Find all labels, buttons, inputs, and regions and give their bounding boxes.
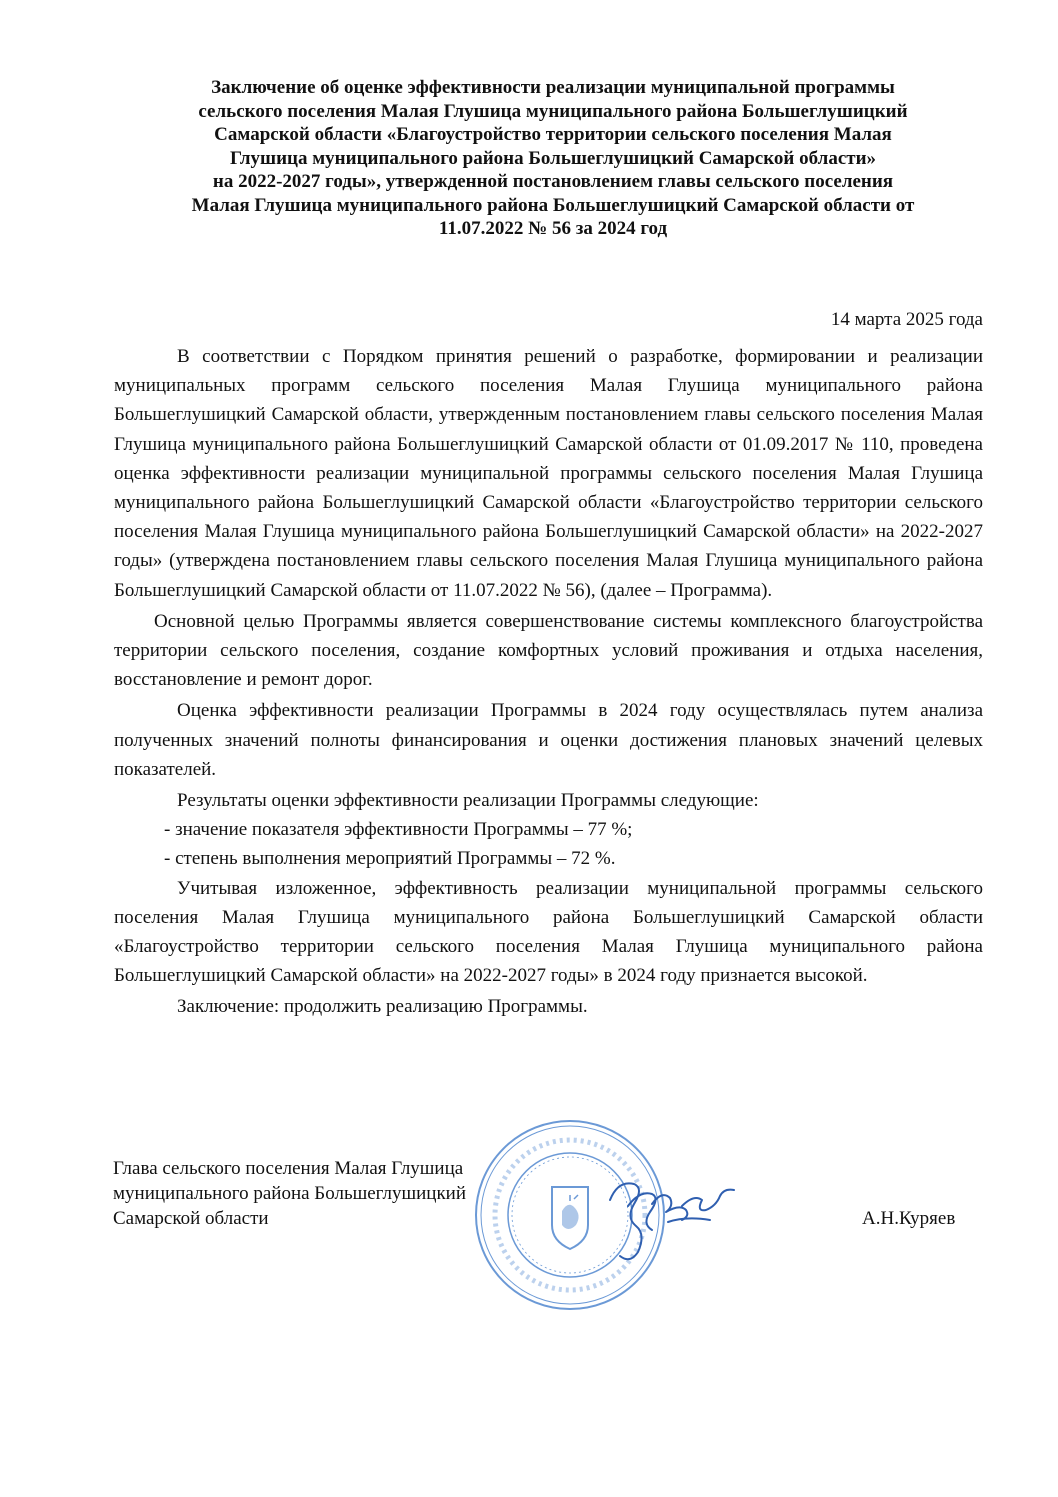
document-date: 14 марта 2025 года — [830, 309, 983, 330]
signatory-position — [113, 1156, 573, 1231]
paragraph: Основной целью Программы является совершенствование системы комплексного благоустройства территории сельского поселения, создание комфортных условий проживания и отдыха населения, восстановление и ремонт дорог. — [114, 610, 983, 691]
title-line: на 2022-2027 годы», утвержденной постановлением главы сельского поселения — [212, 171, 894, 192]
handwritten-signature-icon — [590, 1160, 740, 1270]
position-line: муниципального района Большеглушицкий — [113, 1183, 467, 1204]
position-line: Самарской области — [113, 1208, 269, 1229]
paragraph: Результаты оценки эффективности реализации Программы следующие: — [177, 790, 759, 812]
title-line: Заключение об оценке эффективности реализации муниципальной программы — [211, 77, 895, 98]
paragraph: - значение показателя эффективности Программы – 77 %; — [164, 819, 633, 841]
signatory-name: А.Н.Куряев — [862, 1208, 956, 1229]
title-line: Самарской области «Благоустройство территории сельского поселения Малая — [214, 124, 892, 145]
document-title — [120, 76, 986, 241]
paragraph: Оценка эффективности реализации Программы в 2024 году осуществлялась путем анализа полученных значений полноты финансирования и оценки достижения плановых значений целевых показателей. — [114, 700, 983, 780]
paragraph: Учитывая изложенное, эффективность реализации муниципальной программы сельского поселения Малая Глушица муниципального района Большеглушицкий Самарской области «Благоустройство территории сельского поселения Малая Глушица муниципального района Большеглушицкий Самарской области» на 2022-2027 годы» в 2024 году признается высокой. — [114, 877, 983, 987]
title-line: Малая Глушица муниципального района Большеглушицкий Самарской области от — [191, 194, 915, 216]
title-line: Глушица муниципального района Большеглушицкий Самарской области» — [229, 147, 877, 169]
document-body — [114, 342, 983, 1022]
paragraph: Заключение: продолжить реализацию Программы. — [177, 996, 588, 1018]
paragraph: В соответствии с Порядком принятия решений о разработке, формировании и реализации муниципальных программ сельского поселения Малая Глушица муниципального района Большеглушицкий Самарской области, утвержденным постановлением главы сельского поселения Малая Глушица муниципального района Большеглушицкий Самарской области от 01.09.2017 № 110, проведена оценка эффективности реализации муниципальной программы сельского поселения Малая Глушица муниципального района Большеглушицкий Самарской области «Благоустройство территории сельского поселения Малая Глушица муниципального района Большеглушицкий Самарской области» на 2022-2027 годы» (утверждена постановлением главы сельского поселения Малая Глушица муниципального района Большеглушицкий Самарской области от 11.07.2022 № 56), (далее – Программа). — [114, 346, 983, 601]
title-line: сельского поселения Малая Глушица муниципального района Большеглушицкий — [198, 100, 908, 122]
title-line: 11.07.2022 № 56 за 2024 год — [438, 218, 668, 239]
paragraph: - степень выполнения мероприятий Программы – 72 %. — [164, 848, 616, 870]
position-line: Глава сельского поселения Малая Глушица — [113, 1158, 464, 1179]
